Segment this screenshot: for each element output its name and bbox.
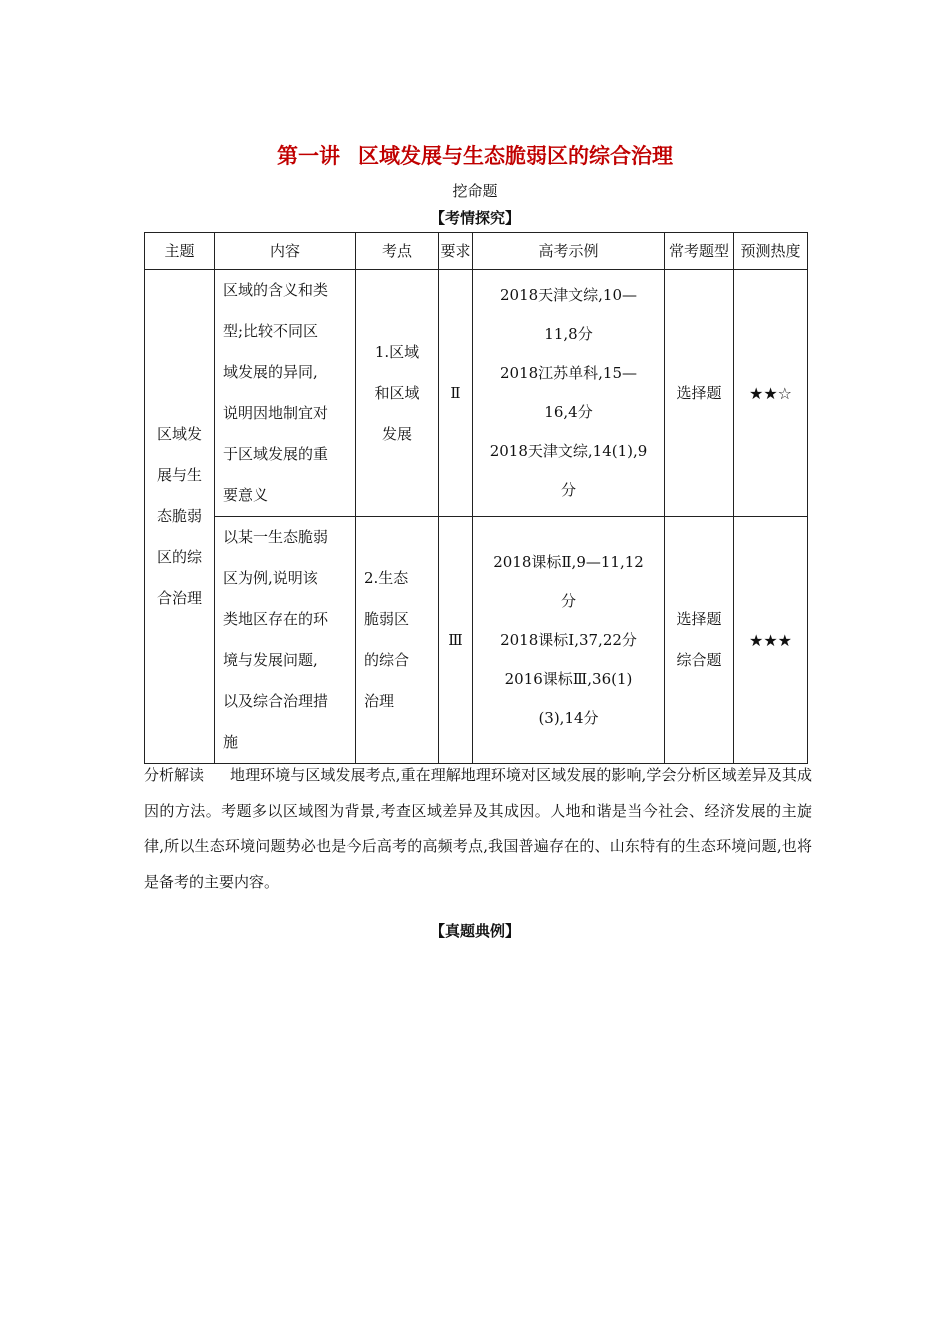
heat-rating-cell: ★★★ (734, 517, 808, 764)
table-row (145, 270, 808, 517)
header-cell: 要求 (439, 233, 473, 270)
title-topic: 区域发展与生态脆弱区的综合治理 (358, 144, 673, 168)
section-subtitle: 挖命题 (452, 182, 498, 200)
theme-cell: 区域发 展与生 态脆弱 区的综 合治理 (145, 270, 215, 764)
section-heading-real-questions: 【真题典例】 (429, 922, 520, 940)
section-heading-exam-analysis: 【考情探究】 (429, 209, 520, 227)
header-cell: 考点 (356, 233, 439, 270)
question-type-cell: 选择题 (665, 270, 734, 517)
header-cell: 高考示例 (473, 233, 665, 270)
requirement-cell: Ⅱ (439, 270, 473, 517)
exam-point-cell: 2.生态 脆弱区 的综合 治理 (356, 517, 439, 764)
header-cell: 预测热度 (734, 233, 808, 270)
analysis-label: 分析解读 (144, 766, 205, 784)
requirement-cell: Ⅲ (439, 517, 473, 764)
analysis-text: 地理环境与区域发展考点,重在理解地理环境对区域发展的影响,学会分析区域差异及其成因的方法。考题多以区域图为背景,考查区域差异及其成因。人地和谐是当今社会、经济发展的主旋律,所以生态环境问题势必也是今后高考的高频考点,我国普遍存在的、山东特有的生态环境问题,也将是备考的主要内容。 (144, 766, 812, 891)
title-lecture: 第一讲 (277, 144, 340, 168)
heat-rating-cell: ★★☆ (734, 270, 808, 517)
exam-analysis-table (144, 232, 808, 764)
header-cell: 内容 (215, 233, 356, 270)
table-row (145, 517, 808, 764)
analysis-paragraph (144, 758, 812, 900)
exam-point-cell: 1.区域 和区域 发展 (356, 270, 439, 517)
header-cell: 主题 (145, 233, 215, 270)
content-cell: 区域的含义和类 型;比较不同区 域发展的异同, 说明因地制宜对 于区域发展的重 要意义 (215, 270, 356, 517)
exam-example-cell: 2018课标Ⅱ,9—11,12 分 2018课标Ⅰ,37,22分 2016课标Ⅲ,36(1) (3),14分 (473, 517, 665, 764)
table-header-row (145, 233, 808, 270)
exam-example-cell: 2018天津文综,10— 11,8分 2018江苏单科,15— 16,4分 2018天津文综,14(1),9 分 (473, 270, 665, 517)
content-cell: 以某一生态脆弱 区为例,说明该 类地区存在的环 境与发展问题, 以及综合治理措 施 (215, 517, 356, 764)
header-cell: 常考题型 (665, 233, 734, 270)
question-type-cell: 选择题 综合题 (665, 517, 734, 764)
page-title (0, 140, 950, 170)
